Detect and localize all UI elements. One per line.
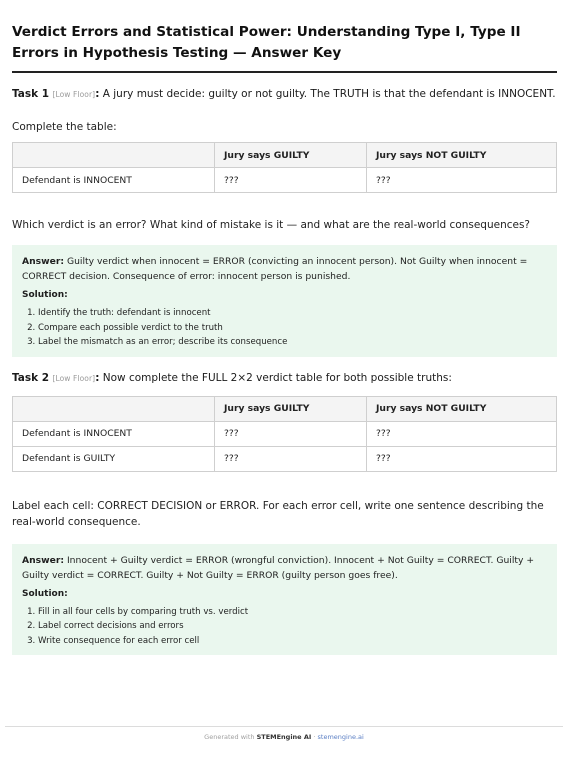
task2-answer (22, 553, 547, 583)
list-item: 1. Fill in all four cells by comparing truth vs. verdict (38, 605, 547, 620)
table-cell: Defendant is INNOCENT (13, 168, 215, 193)
table-row (13, 168, 557, 193)
task1-question: Which verdict is an error? What kind of mistake is it — and what are the real-world consequences? (12, 219, 531, 231)
table-row (13, 446, 557, 471)
table-row (13, 421, 557, 446)
footer-separator: · (311, 733, 318, 741)
table-cell: ??? (215, 168, 367, 193)
task2-label: Task 2 (12, 371, 50, 384)
table-cell: ??? (215, 421, 367, 446)
answer-label: Answer: (22, 554, 65, 566)
table-header-cell: Jury says GUILTY (215, 143, 367, 168)
task2-table (12, 396, 557, 472)
task1-label: Task 1 (12, 88, 50, 100)
table-cell: Defendant is INNOCENT (13, 421, 215, 446)
table-cell: ??? (367, 446, 557, 471)
task2-question: Label each cell: CORRECT DECISION or ERROR. For each error cell, write one sentence describing the real-world consequence. (12, 499, 544, 528)
table-header-row (13, 143, 557, 168)
footer-brand: STEMEngine AI (256, 733, 312, 741)
table-cell: Defendant is GUILTY (13, 446, 215, 471)
task2-heading (12, 371, 557, 386)
table-cell: ??? (215, 446, 367, 471)
list-item: 2. Compare each possible verdict to the truth (38, 321, 547, 336)
list-item: 1. Identify the truth: defendant is innocent (38, 306, 547, 321)
table-header-cell: Jury says GUILTY (215, 396, 367, 421)
table-header-cell (13, 143, 215, 168)
table-cell: ??? (367, 168, 557, 193)
task2-tag: [Low Floor] (52, 373, 96, 383)
table-header-row (13, 396, 557, 421)
page-title: Verdict Errors and Statistical Power: Understanding Type I, Type II Errors in Hypothesis Testing — Answer Key (12, 22, 557, 73)
solution-label: Solution: (22, 588, 68, 599)
answer-text: Guilty verdict when innocent = ERROR (convicting an innocent person). Not Guilty when innocent = CORRECT decision. Consequence of error: innocent person is punished. (22, 256, 528, 282)
task1-colon: : (95, 88, 100, 100)
table-cell: ??? (367, 421, 557, 446)
task1-heading (12, 87, 557, 102)
answer-text: Innocent + Guilty verdict = ERROR (wrongful conviction). Innocent + Not Guilty = CORRECT. Guilty + Guilty verdict = CORRECT. Guilty + Not Guilty = ERROR (guilty person goes free). (22, 554, 535, 581)
task1-table (12, 142, 557, 193)
task1-tag: [Low Floor] (52, 90, 96, 99)
solution-label: Solution: (22, 290, 68, 300)
answer-label: Answer: (22, 256, 65, 267)
task1-answer-box (12, 245, 557, 357)
table-header-cell: Jury says NOT GUILTY (367, 396, 557, 421)
task2-prompt: Now complete the FULL 2×2 verdict table for both possible truths: (99, 371, 452, 384)
table-header-cell: Jury says NOT GUILTY (367, 143, 557, 168)
task1-prompt: A jury must decide: guilty or not guilty. The TRUTH is that the defendant is INNOCENT. (99, 88, 556, 100)
task1-answer (22, 254, 547, 284)
footer-site-link[interactable]: stemengine.ai (317, 733, 364, 741)
worksheet-page (12, 0, 557, 655)
list-item: 2. Label correct decisions and errors (38, 619, 547, 634)
footer-prefix: Generated with (204, 733, 257, 741)
solution-steps (22, 605, 547, 649)
list-item: 3. Label the mismatch as an error; describe its consequence (38, 335, 547, 350)
table-header-cell (13, 396, 215, 421)
task1-instruction: Complete the table: (12, 121, 117, 133)
page-footer (5, 726, 563, 741)
list-item: 3. Write consequence for each error cell (38, 634, 547, 649)
task2-answer-box (12, 544, 557, 656)
task2-colon: : (95, 371, 100, 384)
solution-steps (22, 306, 547, 350)
